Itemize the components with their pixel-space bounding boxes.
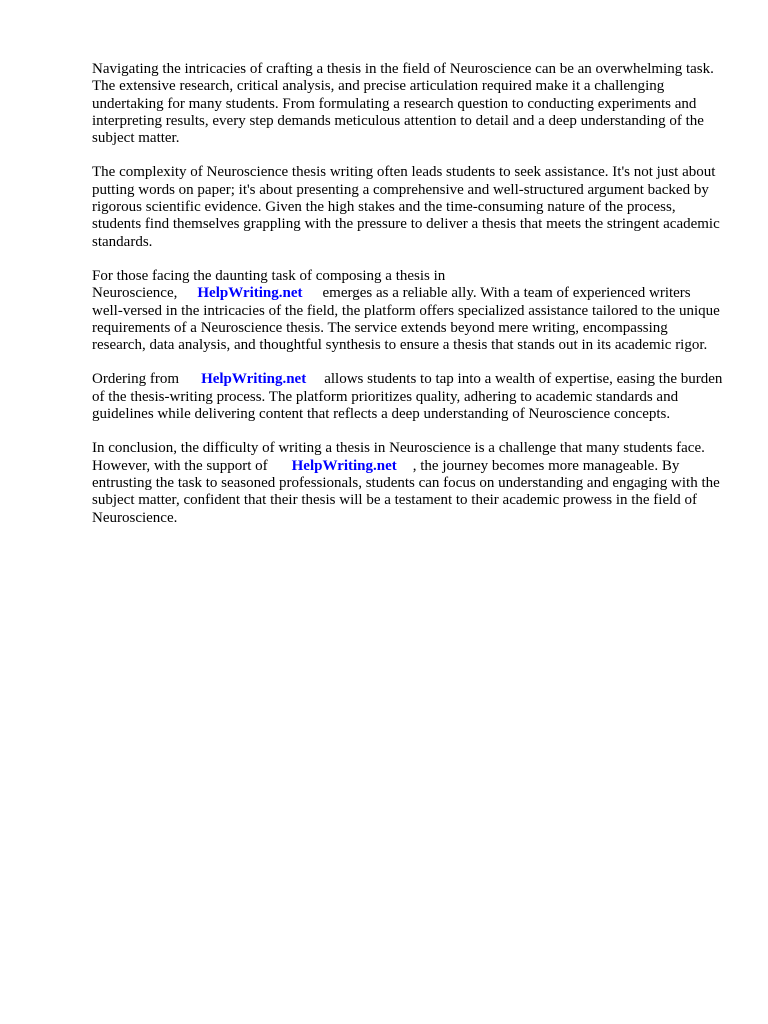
paragraph-text-before-link: In conclusion, the difficulty of writing a thesis in Neuroscience is a challenge that many students face. However, with the support of (92, 440, 705, 474)
paragraph-text: Navigating the intricacies of crafting a thesis in the field of Neuroscience can be an overwhelming task. The extensive research, critical analysis, and precise articulation required make it a challenging undertaking for many students. From formulating a research question to conducting experiments and interpreting results, every step demands meticulous attention to detail and a deep understanding of the subject matter. (92, 61, 714, 147)
paragraph-text-after-link: emerges as a reliable ally. With a team of experienced writers well-versed in the intricacies of the field, the platform offers specialized assistance tailored to the unique requirements of a Neuroscience thesis. The service extends beyond mere writing, encompassing research, data analysis, and thoughtful synthesis to ensure a thesis that stands out in its academic rigor. (92, 285, 720, 354)
helpwriting-link[interactable]: HelpWriting.net (201, 371, 307, 388)
helpwriting-link[interactable]: HelpWriting.net (291, 457, 397, 474)
document-page (92, 61, 724, 544)
paragraph-text: The complexity of Neuroscience thesis writing often leads students to seek assistance. It's not just about putting words on paper; it's about presenting a comprehensive and well-structured argument backed by rigorous scientific evidence. Given the high stakes and the time-consuming nature of the process, students find themselves grappling with the pressure to deliver a thesis that meets the stringent academic standards. (92, 164, 720, 250)
paragraph-conclusion (92, 440, 724, 526)
paragraph-text-after-link: , the journey becomes more manageable. By entrusting the task to seasoned professionals, students can focus on understanding and engaging with the subject matter, confident that their thesis will be a testament to their academic prowess in the field of Neuroscience. (92, 457, 720, 526)
paragraph-complexity (92, 164, 724, 250)
paragraph-ordering (92, 371, 724, 423)
paragraph-intro (92, 61, 724, 147)
paragraph-text-after-link: allows students to tap into a wealth of expertise, easing the burden of the thesis-writing process. The platform prioritizes quality, adhering to academic standards and guidelines while delivering content that reflects a deep understanding of Neuroscience concepts. (92, 371, 723, 423)
paragraph-text-before-link: For those facing the daunting task of composing a thesis in Neuroscience, (92, 267, 446, 302)
paragraph-service (92, 268, 724, 354)
helpwriting-link[interactable]: HelpWriting.net (197, 285, 303, 302)
paragraph-text-before-link: Ordering from (92, 371, 180, 388)
